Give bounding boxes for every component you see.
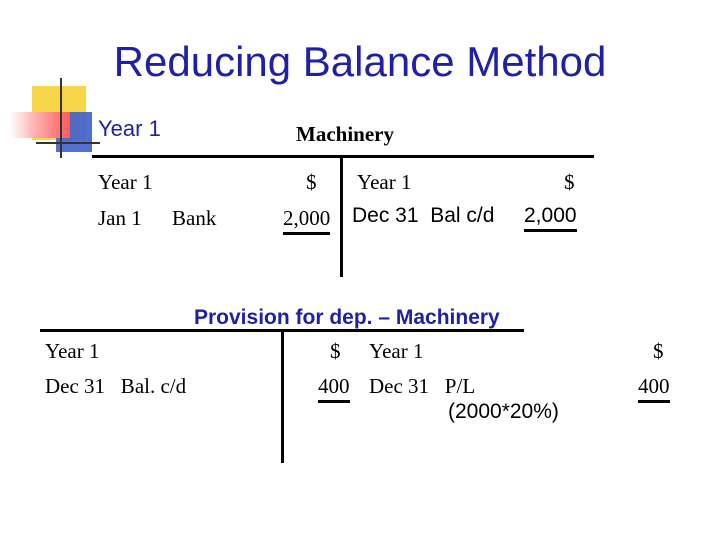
provision-credit-entry: Dec 31 P/L [369, 374, 476, 398]
provision-account-title: Provision for dep. – Machinery [194, 306, 500, 329]
provision-credit-currency: $ [653, 339, 664, 363]
machinery-credit-currency: $ [564, 170, 575, 194]
slide-title: Reducing Balance Method [113, 38, 607, 85]
machinery-debit-year: Year 1 [98, 170, 153, 194]
machinery-credit-entry: Dec 31 Bal c/d [352, 204, 495, 227]
machinery-credit-amount: 2,000 [524, 204, 577, 232]
provision-credit-calculation: (2000*20%) [448, 400, 559, 423]
machinery-top-rule [92, 155, 594, 158]
provision-center-rule [281, 329, 284, 463]
provision-debit-amount: 400 [318, 374, 350, 403]
deco-vertical-line [60, 78, 62, 158]
machinery-center-rule [340, 155, 343, 277]
slide-subtitle: Year 1 [98, 116, 161, 141]
provision-credit-year: Year 1 [369, 339, 424, 363]
provision-debit-entry: Dec 31 Bal. c/d [45, 374, 187, 398]
machinery-account-title: Machinery [296, 122, 394, 146]
provision-debit-currency: $ [330, 339, 341, 363]
machinery-debit-date: Jan 1 [98, 206, 142, 230]
provision-credit-amount: 400 [638, 374, 670, 403]
machinery-debit-currency: $ [306, 170, 317, 194]
provision-debit-year: Year 1 [45, 339, 100, 363]
deco-horizontal-line [36, 142, 100, 144]
machinery-debit-description: Bank [172, 206, 217, 230]
machinery-debit-amount: 2,000 [283, 206, 330, 235]
machinery-credit-year: Year 1 [357, 170, 412, 194]
